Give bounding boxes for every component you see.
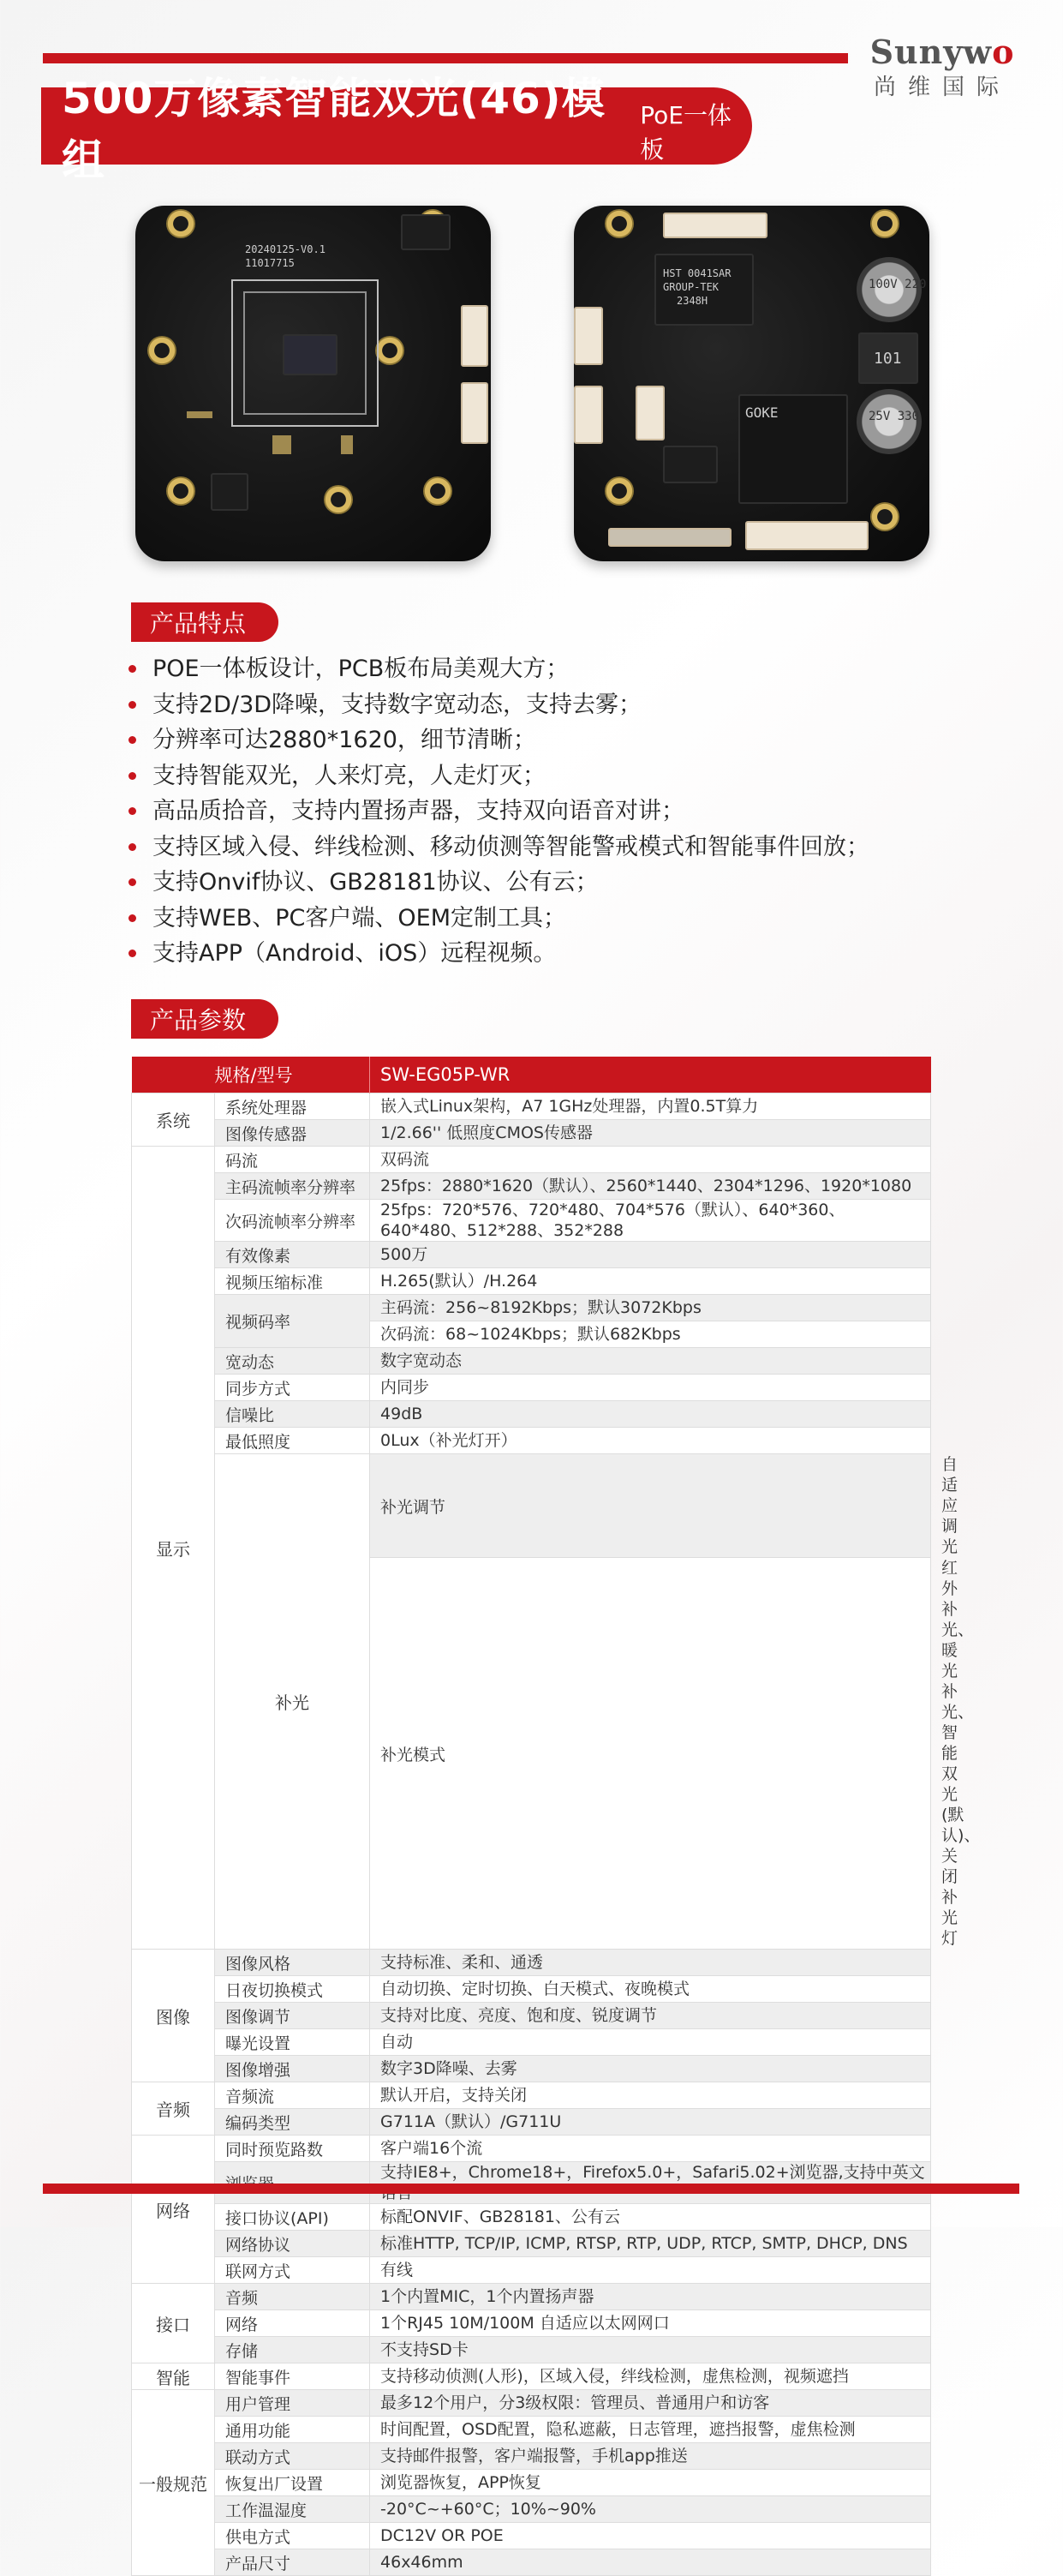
spec-item: 智能事件: [215, 2363, 370, 2390]
spec-row: 补光模式 红外补光、暖光补光、智能双光(默认)、关闭补光灯: [132, 1558, 931, 1950]
spec-value: 嵌入式Linux架构，A7 1GHz处理器，内置0.5T算力: [370, 1093, 931, 1120]
feature-item: 分辨率可达2880*1620，细节清晰；: [146, 722, 1002, 758]
spec-table-header: [132, 1057, 931, 1093]
header-model: SW-EG05P-WR: [370, 1057, 931, 1093]
spec-value: 支持对比度、亮度、饱和度、锐度调节: [370, 2003, 931, 2029]
feature-item: 支持APP（Android、iOS）远程视频。: [146, 936, 1002, 972]
feature-item: 高品质拾音，支持内置扬声器，支持双向语音对讲；: [146, 794, 1002, 830]
spec-value: H.265(默认）/H.264: [370, 1268, 931, 1295]
spec-item: 网络: [215, 2310, 370, 2337]
spec-item: 同时预览路数: [215, 2136, 370, 2162]
spec-value: 内同步: [370, 1375, 931, 1401]
spec-row: [132, 2136, 931, 2162]
spec-group: 智能: [132, 2363, 215, 2390]
spec-row: [132, 1375, 931, 1401]
spec-group: 系统: [132, 1093, 215, 1147]
spec-row: [132, 1173, 931, 1200]
spec-group: 显示: [132, 1147, 215, 1950]
spec-item: 用户管理: [215, 2390, 370, 2417]
page-title: 500万像素智能双光(46)模组: [62, 74, 606, 185]
spec-value: 1个RJ45 10M/100M 自适应以太网网口: [370, 2310, 931, 2337]
spec-item: 产品尺寸: [215, 2549, 370, 2576]
spec-value: 46x46mm: [370, 2549, 931, 2576]
spec-row: [132, 2443, 931, 2470]
spec-value: 自动: [370, 2029, 931, 2056]
spec-row: [132, 1268, 931, 1295]
spec-item: 图像增强: [215, 2056, 370, 2082]
spec-value: 支持IE8+，Chrome18+，Firefox5.0+，Safari5.02+浏览器,支持中英文: [370, 2162, 931, 2204]
spec-row: [132, 2162, 931, 2204]
spec-item: 编码类型: [215, 2109, 370, 2136]
spec-row: [132, 1428, 931, 1454]
feature-item: 支持智能双光，人来灯亮，人走灯灭；: [146, 758, 1002, 794]
spec-value: 客户端16个流: [370, 2136, 931, 2162]
spec-value: 不支持SD卡: [370, 2337, 931, 2363]
spec-row: [132, 2363, 931, 2390]
brand-name: Sunywo: [869, 33, 1015, 71]
spec-item: 补光模式: [370, 1558, 931, 1950]
spec-row: [132, 1950, 931, 1976]
params-heading: 产品参数: [131, 999, 278, 1039]
spec-value: 500万: [370, 1242, 931, 1268]
spec-row: [132, 2496, 931, 2523]
spec-value: 支持邮件报警，客户端报警，手机app推送: [370, 2443, 931, 2470]
spec-row: [132, 2257, 931, 2284]
bottom-divider: [43, 2184, 1019, 2194]
spec-value: 时间配置，OSD配置，隐私遮蔽，日志管理，遮挡报警，虚焦检测: [370, 2417, 931, 2443]
spec-row: [132, 2056, 931, 2082]
spec-item: 码流: [215, 1147, 370, 1173]
spec-item: 接口协议(API): [215, 2204, 370, 2231]
spec-item: 存储: [215, 2337, 370, 2363]
brand-logo: [857, 33, 1028, 101]
spec-item: [215, 2162, 370, 2204]
spec-item: 信噪比: [215, 1401, 370, 1428]
features-list: [146, 651, 1002, 972]
spec-item: 系统处理器: [215, 1093, 370, 1120]
brand-cn-name: 尚维国际: [873, 75, 1011, 100]
spec-row: [132, 2204, 931, 2231]
spec-row: [132, 2310, 931, 2337]
spec-value: 1/2.66'' 低照度CMOS传感器: [370, 1120, 931, 1147]
spec-value: 标准HTTP, TCP/IP, ICMP, RTSP, RTP, UDP, RTCP, SMTP, DHCP, DNS: [370, 2231, 931, 2257]
spec-item: 图像风格: [215, 1950, 370, 1976]
spec-value: 1个内置MIC，1个内置扬声器: [370, 2284, 931, 2310]
spec-row: [132, 1147, 931, 1173]
spec-item: 宽动态: [215, 1348, 370, 1375]
spec-value: DC12V OR POE: [370, 2523, 931, 2549]
spec-value: 浏览器恢复，APP恢复: [370, 2470, 931, 2496]
spec-value: 49dB: [370, 1401, 931, 1428]
spec-item: 主码流帧率分辨率: [215, 1173, 370, 1200]
spec-value: 支持标准、柔和、通透: [370, 1950, 931, 1976]
spec-item: 供电方式: [215, 2523, 370, 2549]
spec-item: 视频码率: [215, 1295, 370, 1348]
spec-row: [132, 2390, 931, 2417]
spec-row: [132, 1242, 931, 1268]
feature-item: 支持2D/3D降噪，支持数字宽动态，支持去雾；: [146, 687, 1002, 723]
spec-row: [132, 2549, 931, 2576]
top-divider: [43, 53, 848, 63]
spec-row: [132, 1093, 931, 1120]
spec-value: 双码流: [370, 1147, 931, 1173]
spec-group: 图像: [132, 1950, 215, 2082]
spec-row: [132, 2109, 931, 2136]
spec-value: 标配ONVIF、GB28181、公有云: [370, 2204, 931, 2231]
feature-item: 支持区域入侵、绊线检测、移动侦测等智能警戒模式和智能事件回放；: [146, 830, 1002, 866]
spec-item: 通用功能: [215, 2417, 370, 2443]
spec-row: [132, 1295, 931, 1321]
spec-item: 恢复出厂设置: [215, 2470, 370, 2496]
spec-item: 次码流帧率分辨率: [215, 1200, 370, 1242]
spec-item: 有效像素: [215, 1242, 370, 1268]
spec-group: 音频: [132, 2082, 215, 2136]
spec-item: 曝光设置: [215, 2029, 370, 2056]
spec-value: 25fps：2880*1620（默认）、2560*1440、2304*1296、1920*1080: [370, 1173, 931, 1200]
features-heading: 产品特点: [131, 602, 278, 642]
spec-value: G711A（默认）/G711U: [370, 2109, 931, 2136]
spec-value: 自动切换、定时切换、白天模式、夜晚模式: [370, 1976, 931, 2003]
spec-value: 25fps：720*576、720*480、704*576（默认）、640*360、640*480、512*288、352*288: [370, 1200, 931, 1242]
spec-row: [132, 2523, 931, 2549]
feature-item: POE一体板设计，PCB板布局美观大方；: [146, 651, 1002, 687]
spec-row: [132, 1348, 931, 1375]
spec-item: 最低照度: [215, 1428, 370, 1454]
spec-item: 图像传感器: [215, 1120, 370, 1147]
feature-item: 支持Onvif协议、GB28181协议、公有云；: [146, 865, 1002, 901]
pcb-back-image: HST 0041SAR GROUP-TEK 2348H 100V 220 101 25V 330 GOKE: [574, 206, 929, 561]
spec-value: 默认开启，支持关闭: [370, 2082, 931, 2109]
spec-row: 补光 补光调节 自适应调光: [132, 1454, 931, 1558]
spec-value: 数字宽动态: [370, 1348, 931, 1375]
spec-value: 有线: [370, 2257, 931, 2284]
spec-value: 数字3D降噪、去雾: [370, 2056, 931, 2082]
spec-item: 补光调节: [370, 1454, 931, 1558]
spec-row: [132, 2337, 931, 2363]
spec-value: 支持移动侦测(人形)，区域入侵，绊线检测，虚焦检测，视频遮挡: [370, 2363, 931, 2390]
feature-item: 支持WEB、PC客户端、OEM定制工具；: [146, 901, 1002, 937]
spec-row: [132, 2284, 931, 2310]
spec-item: 同步方式: [215, 1375, 370, 1401]
spec-value: 次码流：68~1024Kbps；默认682Kbps: [370, 1321, 931, 1348]
spec-value: 最多12个用户，分3级权限：管理员、普通用户和访客: [370, 2390, 931, 2417]
spec-item: 日夜切换模式: [215, 1976, 370, 2003]
spec-group: 接口: [132, 2284, 215, 2363]
spec-group: 补光: [215, 1454, 370, 1950]
spec-value: 0Lux（补光灯开）: [370, 1428, 931, 1454]
spec-row: [132, 1120, 931, 1147]
spec-table: [131, 1057, 981, 2576]
spec-item: 工作温湿度: [215, 2496, 370, 2523]
spec-item: 联网方式: [215, 2257, 370, 2284]
spec-row: [132, 2003, 931, 2029]
spec-row: [132, 2029, 931, 2056]
spec-item: 音频流: [215, 2082, 370, 2109]
spec-row: [132, 2470, 931, 2496]
spec-group: 网络: [132, 2136, 215, 2284]
spec-row: [132, 2231, 931, 2257]
spec-value: -20°C~+60°C；10%~90%: [370, 2496, 931, 2523]
spec-row: [132, 2417, 931, 2443]
spec-item: 图像调节: [215, 2003, 370, 2029]
spec-value: 主码流：256~8192Kbps；默认3072Kbps: [370, 1295, 931, 1321]
page-subtitle: PoE一体板: [640, 101, 732, 164]
title-banner: [41, 74, 752, 185]
spec-row: [132, 1200, 931, 1242]
pcb-front-image: 20240125-V0.1 11017715: [135, 206, 491, 561]
spec-row: [132, 2082, 931, 2109]
spec-item: 联动方式: [215, 2443, 370, 2470]
header-label: 规格/型号: [132, 1057, 370, 1093]
spec-item: 网络协议: [215, 2231, 370, 2257]
spec-row: [132, 1976, 931, 2003]
spec-row: [132, 1401, 931, 1428]
spec-group: 一般规范: [132, 2390, 215, 2576]
spec-item: 音频: [215, 2284, 370, 2310]
spec-item: 视频压缩标准: [215, 1268, 370, 1295]
